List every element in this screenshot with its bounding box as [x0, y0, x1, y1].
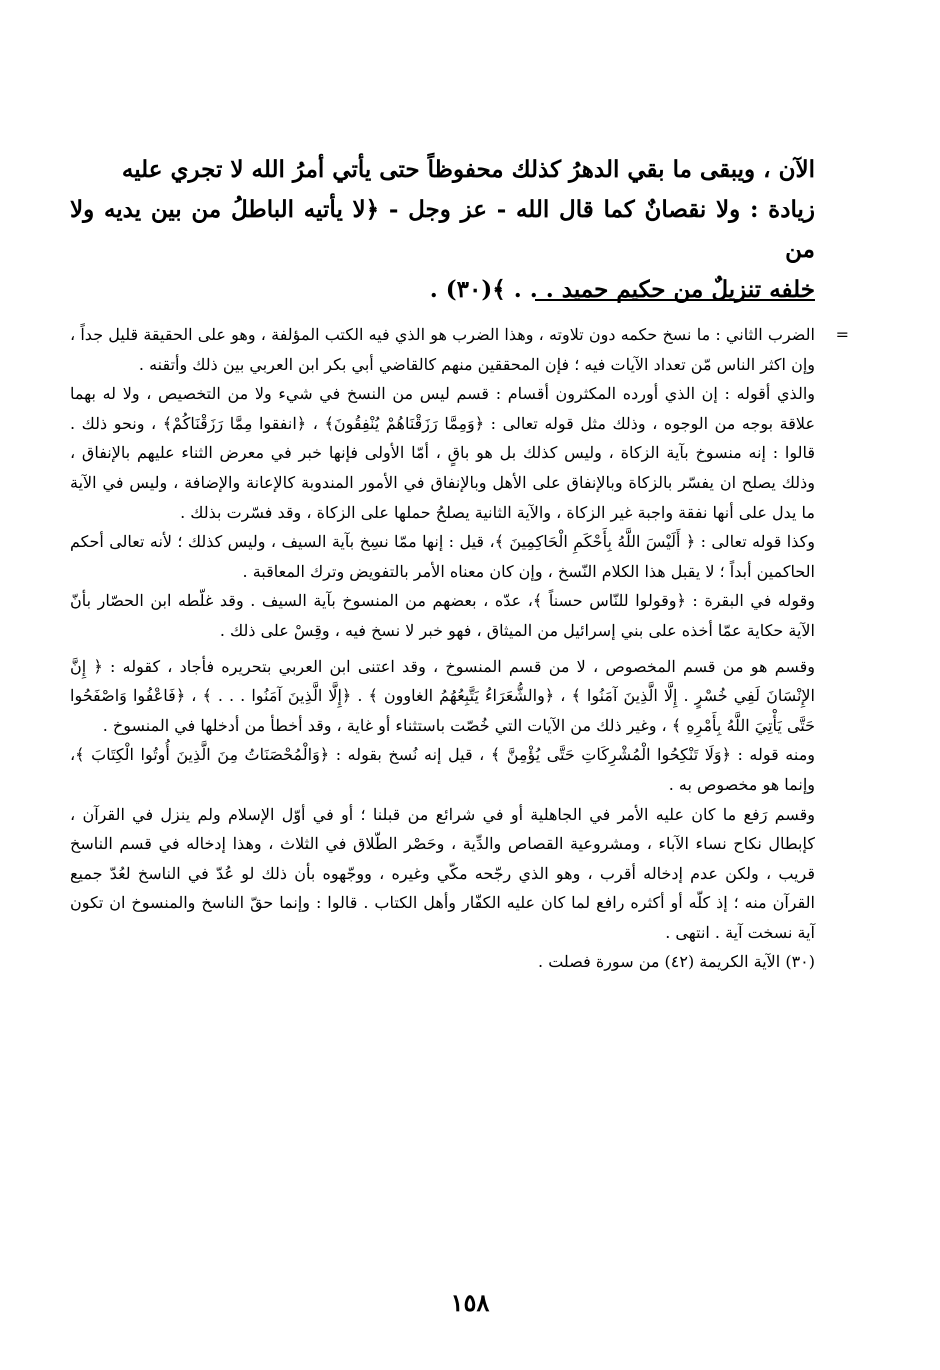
- footnote-paragraph: وقسم هو من قسم المخصوص ، لا من قسم المنسوخ ، وقد اعتنى ابن العربي بتحريره فأجاد ، كقوله : ﴿ إِنَّ الإِنْسَانَ لَفِي خُسْرٍ . إِلَّا الَّذِينَ آمَنُوا ﴾ ، ﴿والشُّعَرَاءُ يَتَّبِعُهُمُ الغاوون ﴾ . ﴿إِلَّا الَّذِينَ آمَنُوا . . . ﴾ ، ﴿فَاعْفُوا وَاصْفَحُوا حَتَّى يَأْتِيَ اللَّهُ بِأَمْرِهِ ﴾ ، وغير ذلك من الآيات التي خُصّت باستثناء أو غاية ، وقد أخطأ من أدخلها في المنسوخ .: [70, 656, 815, 735]
- continuation-marker: =: [835, 325, 849, 344]
- footnote-paragraph: [70, 320, 849, 379]
- footnotes-block: [70, 320, 849, 977]
- footnote-paragraph: والذي أقوله : إن الذي أورده المكثرون أقسام : قسم ليس من النسخ في شيء ولا من التخصيص ، ولا له بهما علاقة بوجه من الوجوه ، وذلك مثل قوله تعالى : ﴿وَمِمَّا رَزَقْنَاهُمْ يُنْفِقُونَ﴾ ، ﴿انفقوا مِمَّا رَزَقْنَاكُمْ﴾ ، ونحو ذلك . قالوا : إنه منسوخ بآية الزكاة ، وليس كذلك بل هو باقٍ ، أمّا الأولى فإنها خبر في معرض الثناء عليهم بالإنفاق ، وذلك يصلح ان يفسّر بالزكاة وبالإنفاق على الأهل وبالإنفاق في الأمور المندوبة كالإعانة والإضافة ، وليس في الآية ما يدل على أنها نفقة واجبة غير الزكاة ، والآية الثانية يصلحُ حملها على الزكاة ، وقد فسّرت بذلك .: [70, 384, 816, 522]
- main-text-block: [70, 150, 815, 310]
- main-text-line: خلفه تنزيلٌ من حكيم حميد . . . ﴾(٣٠) .: [429, 276, 815, 303]
- footnote-paragraph: وقوله في البقرة : ﴿وقولوا للنّاس حسناً ﴾، عدّه ، بعضهم من المنسوخ بآية السيف . وقد غلّطه ابن الحصّار بأنّ الآية حكاية عمّا أخذه على بني إسرائيل من الميثاق ، فهو خبر لا نسخ فيه ، وقِسْ على ذلك .: [70, 591, 815, 640]
- main-text-line: الآن ، ويبقى ما بقي الدهرُ كذلك محفوظاً حتى يأتي أمرُ الله لا تجري عليه: [121, 156, 815, 183]
- footnote-30: (٣٠) الآية الكريمة (٤٢) من سورة فصلت .: [538, 952, 815, 972]
- footnote-paragraph-text: الضرب الثاني : ما نسخ حكمه دون تلاوته ، وهذا الضرب هو الذي فيه الكتب المؤلفة ، وهو على الحقيقة قليل جداً ، وإن اكثر الناس مّن تعداد الآيات فيه ؛ فإن المحققين منهم كالقاضي أبي بكر ابن العربي بين ذلك وأتقنه .: [70, 325, 815, 374]
- main-text-line: زيادة : ولا نقصانٌ كما قال الله - عز وجل - ﴿لا يأتيه الباطلُ من بين يديه ولا من: [70, 196, 815, 263]
- page-number: ١٥٨: [450, 1288, 490, 1317]
- footnote-paragraph: وكذا قوله تعالى : ﴿ أَلَيْسَ اللَّهُ بِأَحْكَمِ الْحَاكِمِينَ ﴾، قيل : إنها ممّا نسِخ بآية السيف ، وليس كذلك ؛ لأنه تعالى أحكم الحاكمين أبداً ؛ لا يقبل هذا الكلام النّسخ ، وإن كان معناه الأمر بالتفويض وترك المعاقبة .: [70, 532, 815, 581]
- footnote-paragraph: ومنه قوله : ﴿وَلَا تَنْكِحُوا الْمُشْرِكَاتِ حَتَّى يُؤْمِنَّ ﴾ ، قيل إنه نُسخ بقوله : ﴿وَالْمُحْصَنَاتُ مِنَ الَّذِينَ أُوتُوا الْكِتَابَ ﴾، وإنما هو مخصوص به .: [70, 745, 815, 794]
- footnote-separator: [535, 299, 815, 301]
- footnote-paragraph: وقسم رَفع ما كان عليه الأمر في الجاهلية أو في شرائع من قبلنا ؛ أو في أوّل الإسلام ولم ينزل في القرآن ، كإبطال نكاح نساء الآباء ، ومشروعية القصاص والدِّية ، وحَصْر الطّلاق في الثلاث ، وهذا إدخاله في قسم الناسخ قريب ، ولكن عدم إدخاله أقرب ، وهو الذي رجّحه مكّي وغيره ، ووجّهوه بأن ذلك لو عُدّ في الناسخ لعُدّ جميع القرآن منه ؛ إذ كلّه أو أكثره رافع لما كان عليه الكفّار وأهل الكتاب . قالوا : وإنما حقّ الناسخ والمنسوخ ان تكون آية نسخت آية . انتهى .: [70, 804, 816, 942]
